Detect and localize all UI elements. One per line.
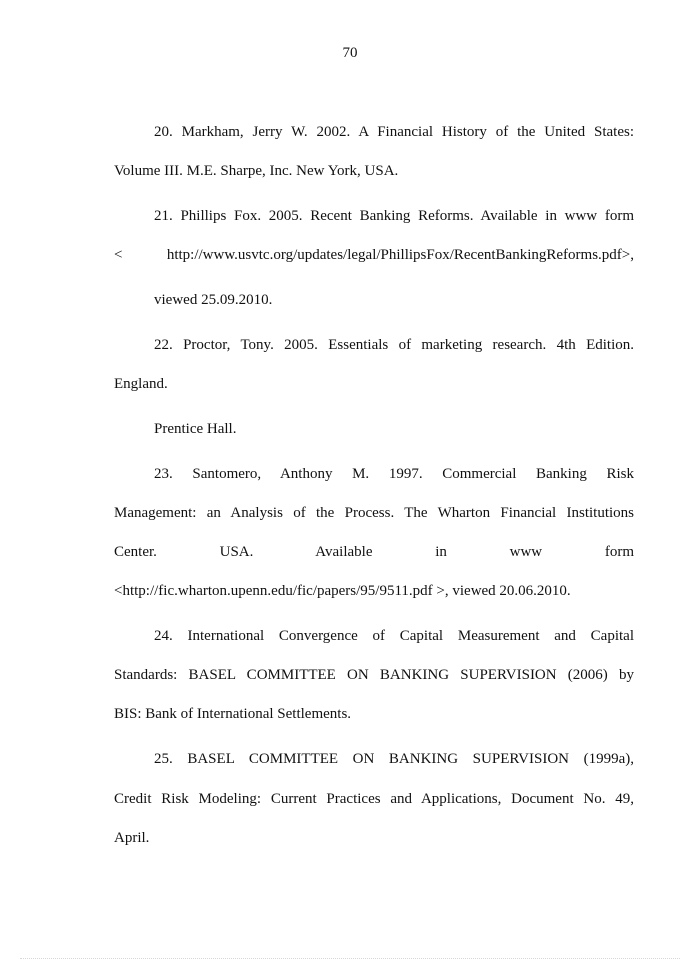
reference-24-line-2: Standards: BASEL COMMITTEE ON BANKING SUPERVISION (2006) by bbox=[114, 667, 634, 683]
reference-24-line-1: 24. International Convergence of Capital Measurement and Capital bbox=[154, 628, 634, 644]
reference-22-line-1: 22. Proctor, Tony. 2005. Essentials of marketing research. 4th Edition. bbox=[154, 337, 634, 353]
reference-22-line-3: Prentice Hall. bbox=[154, 421, 237, 437]
reference-21-line-1: 21. Phillips Fox. 2005. Recent Banking Reforms. Available in www form bbox=[154, 208, 634, 224]
page-bottom-border bbox=[20, 958, 680, 959]
reference-23-line-3: Center. USA. Available in www form bbox=[114, 544, 634, 560]
reference-22-line-2: England. bbox=[114, 376, 168, 392]
reference-20-line-2: Volume III. M.E. Sharpe, Inc. New York, USA. bbox=[114, 163, 399, 179]
reference-25-line-3: April. bbox=[114, 830, 150, 846]
reference-23-line-4: <http://fic.wharton.upenn.edu/fic/papers/95/9511.pdf >, viewed 20.06.2010. bbox=[114, 583, 571, 599]
reference-23-line-1: 23. Santomero, Anthony M. 1997. Commercial Banking Risk bbox=[154, 466, 634, 482]
reference-20-line-1: 20. Markham, Jerry W. 2002. A Financial History of the United States: bbox=[154, 124, 634, 140]
reference-21-line-3: viewed 25.09.2010. bbox=[154, 292, 273, 308]
reference-23-line-2: Management: an Analysis of the Process. The Wharton Financial Institutions bbox=[114, 505, 634, 521]
reference-25-line-1: 25. BASEL COMMITTEE ON BANKING SUPERVISION (1999a), bbox=[154, 751, 634, 767]
page-number: 70 bbox=[342, 45, 358, 61]
reference-24-line-3: BIS: Bank of International Settlements. bbox=[114, 706, 352, 722]
reference-21-line-2: < http://www.usvtc.org/updates/legal/PhillipsFox/RecentBankingReforms.pdf>, bbox=[114, 247, 634, 263]
reference-25-line-2: Credit Risk Modeling: Current Practices and Applications, Document No. 49, bbox=[114, 791, 634, 807]
